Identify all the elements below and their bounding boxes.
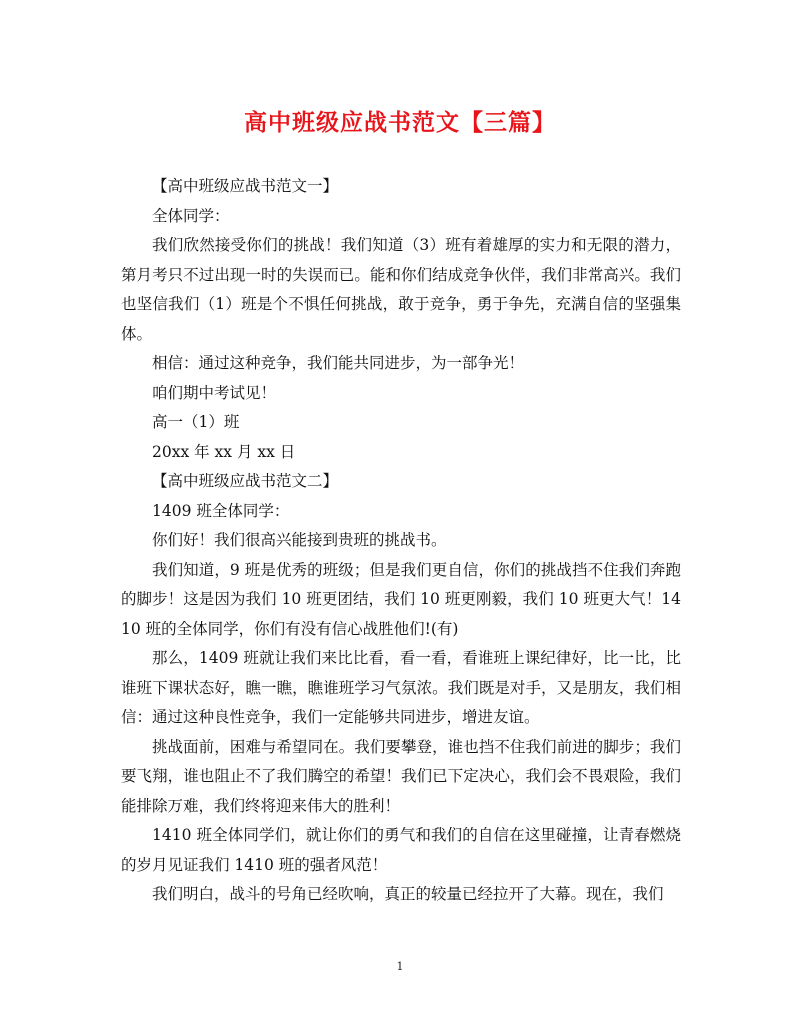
paragraph-body: 我们知道，9 班是优秀的班级；但是我们更自信，你们的挑战挡不住我们奔跑的脚步！这是因为我们 10 班更团结，我们 10 班更刚毅，我们 10 班更大气！1410 班的全体同学，你们有没有信心战胜他们!(有) <box>121 560 681 638</box>
paragraph-body: 我们欣然接受你们的挑战！我们知道（3）班有着雄厚的实力和无限的潜力，第月考只不过出现一时的失误而已。能和你们结成竞争伙伴，我们非常高兴。我们也坚信我们（1）班是个不惧任何挑战，敢于竞争，勇于争先，充满自信的坚强集体。 <box>121 236 681 343</box>
paragraph-salutation-2: 1409 班全体同学： <box>152 501 290 520</box>
paragraph-signature-date: 20xx 年 xx 月 xx 日 <box>152 442 296 461</box>
paragraph-section-heading-2: 【高中班级应战书范文二】 <box>152 472 339 490</box>
document-body <box>121 172 681 910</box>
paragraph-body: 我们明白，战斗的号角已经吹响，真正的较量已经拉开了大幕。现在，我们 <box>152 885 664 903</box>
paragraph-body: 1410 班全体同学们，就让你们的勇气和我们的自信在这里碰撞，让青春燃烧的岁月见证我们 1410 班的强者风范！ <box>121 826 681 874</box>
paragraph-signature-class: 高一（1）班 <box>152 413 240 431</box>
paragraph-body: 你们好！我们很高兴能接到贵班的挑战书。 <box>152 531 447 549</box>
paragraph-salutation-1: 全体同学： <box>152 206 230 225</box>
document-title: 高中班级应战书范文【三篇】 <box>244 109 556 136</box>
paragraph-body: 咱们期中考试见！ <box>152 383 277 402</box>
paragraph-body: 挑战面前，困难与希望同在。我们要攀登，谁也挡不住我们前进的脚步；我们要飞翔，谁也阻止不了我们腾空的希望！我们已下定决心，我们会不畏艰险，我们能排除万难，我们终将迎来伟大的胜利！ <box>121 737 681 815</box>
paragraph-body: 相信：通过这种竞争，我们能共同进步，为一部争光！ <box>152 354 525 372</box>
paragraph-section-heading-1: 【高中班级应战书范文一】 <box>152 177 339 195</box>
paragraph-body: 那么，1409 班就让我们来比比看，看一看，看谁班上课纪律好，比一比，比谁班下课状态好，瞧一瞧，瞧谁班学习气氛浓。我们既是对手，又是朋友，我们相信：通过这种良性竞争，我们一定能够共同进步，增进友谊。 <box>121 649 681 726</box>
page-number: 1 <box>396 960 404 973</box>
